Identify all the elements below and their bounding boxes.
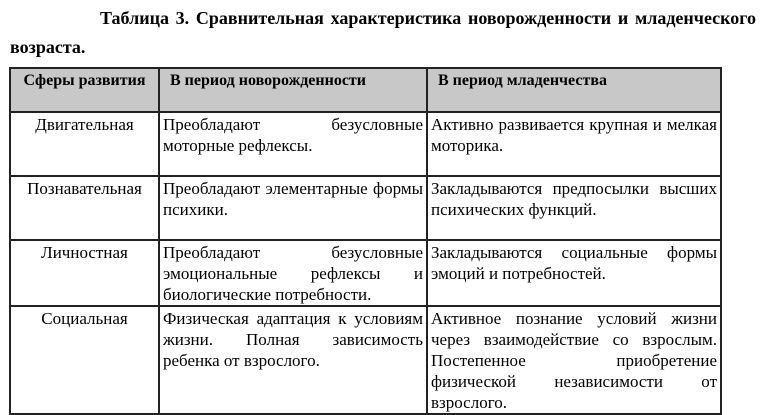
sphere-cell: Двигательная: [10, 112, 159, 176]
header-spheres: Сферы развития: [10, 68, 159, 112]
sphere-cell: Социальная: [10, 306, 159, 414]
comparison-table: [9, 67, 722, 415]
newborn-cell: Преобладают безусловные моторные рефлексы.: [159, 112, 427, 176]
infancy-cell: Активно развивается крупная и мелкая моторика.: [427, 112, 721, 176]
table-caption: Таблица 3. Сравнительная характеристика новорожденности и младенческого возраста.: [10, 8, 756, 57]
table-row: [10, 176, 721, 240]
sphere-cell: Личностная: [10, 240, 159, 306]
newborn-cell: Преобладают элементарные формы психики.: [159, 176, 427, 240]
table-row: [10, 112, 721, 176]
newborn-cell: Преобладают безусловные эмоциональные рефлексы и биологические потребности.: [159, 240, 427, 306]
sphere-cell: Познавательная: [10, 176, 159, 240]
infancy-cell: Активное познание условий жизни через взаимодействие со взрослым. Постепенное приобретение физической независимости от взрослого.: [427, 306, 721, 414]
infancy-cell: Закладываются социальные формы эмоций и потребностей.: [427, 240, 721, 306]
newborn-cell: Физическая адаптация к условиям жизни. Полная зависимость ребенка от взрослого.: [159, 306, 427, 414]
table-row: [10, 306, 721, 414]
table-row: [10, 240, 721, 306]
header-newborn-period: В период новорожденности: [159, 68, 427, 112]
infancy-cell: Закладываются предпосылки высших психических функций.: [427, 176, 721, 240]
header-infancy-period: В период младенчества: [427, 68, 721, 112]
table-header-row: [10, 68, 721, 112]
